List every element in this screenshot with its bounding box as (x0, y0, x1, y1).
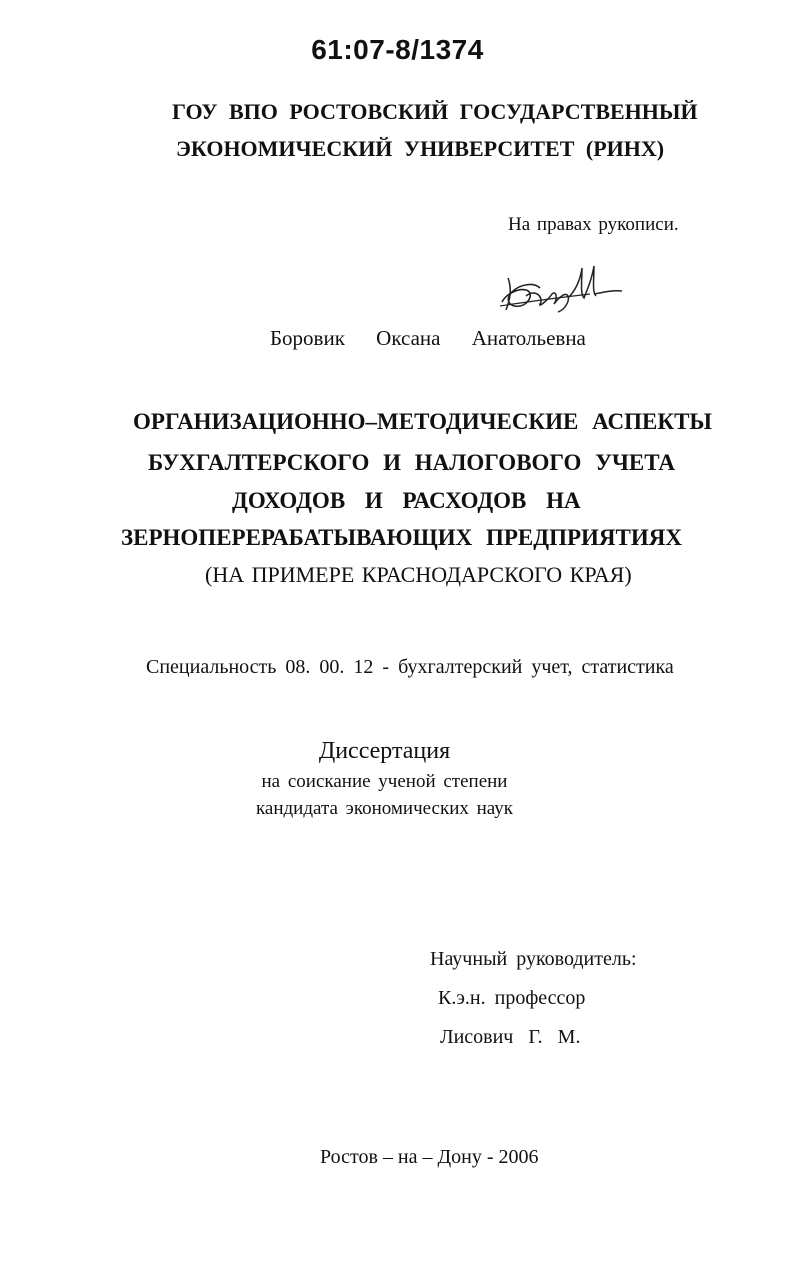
catalog-number: 61:07-8/1374 (311, 34, 484, 65)
supervisor-degree: К.э.н. профессор (438, 987, 586, 1009)
title-line-1: ОРГАНИЗАЦИОННО–МЕТОДИЧЕСКИЕ АСПЕКТЫ (133, 409, 712, 434)
dissertation-degree-line-1: на соискание ученой степени (261, 771, 508, 792)
title-line-2: БУХГАЛТЕРСКОГО И НАЛОГОВОГО УЧЕТА (148, 450, 676, 475)
university-line-2: ЭКОНОМИЧЕСКИЙ УНИВЕРСИТЕТ (РИНХ) (176, 136, 665, 161)
title-line-3: ДОХОДОВ И РАСХОДОВ НА (232, 488, 581, 513)
specialty-line: Специальность 08. 00. 12 - бухгалтерский учет, статистика (146, 656, 674, 678)
signature-image (496, 258, 624, 314)
dissertation-degree-line-2: кандидата экономических наук (255, 798, 514, 819)
author-name: Боровик Оксана Анатольевна (270, 326, 586, 350)
university-line-1: ГОУ ВПО РОСТОВСКИЙ ГОСУДАРСТВЕННЫЙ (172, 99, 698, 124)
title-line-4: ЗЕРНОПЕРЕРАБАТЫВАЮЩИХ ПРЕДПРИЯТИЯХ (121, 525, 682, 550)
city-year: Ростов – на – Дону - 2006 (320, 1146, 539, 1168)
supervisor-name: Лисович Г. М. (440, 1026, 581, 1048)
title-line-5: (НА ПРИМЕРЕ КРАСНОДАРСКОГО КРАЯ) (205, 562, 632, 587)
supervisor-label: Научный руководитель: (430, 948, 637, 970)
dissertation-heading: Диссертация (318, 738, 451, 764)
rights-note: На правах рукописи. (508, 214, 679, 235)
